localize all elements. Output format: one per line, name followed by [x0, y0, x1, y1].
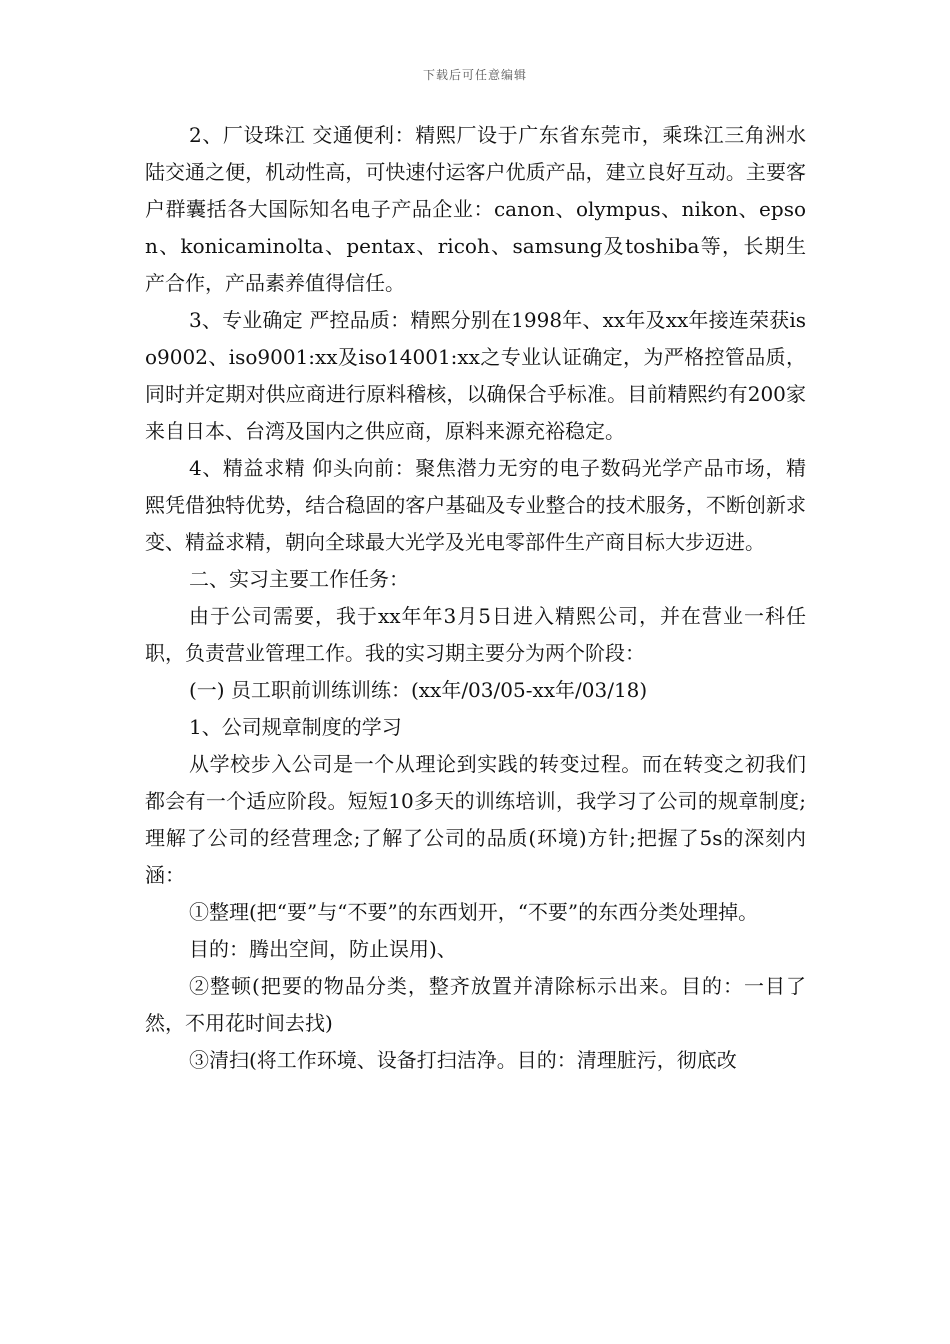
document-body: [145, 117, 806, 1079]
section-heading-internship-tasks: 二、实习主要工作任务：: [189, 567, 409, 591]
list-item-sort-purpose: 目的：腾出空间，防止误用)、: [189, 937, 457, 961]
paragraph-quality-certification: 3、专业确定 严控品质：精熙分别在1998年、xx年及xx年接连荣获iso9002、iso9001:xx及iso14001:xx之专业认证确定，为严格控管品质，同时并定期对供应商进行原料稽核，以确保合乎标准。目前精熙约有200家来自日本、台湾及国内之供应商，原料来源充裕稳定。: [145, 308, 806, 443]
paragraph-striving-forward: 4、精益求精 仰头向前：聚焦潜力无穷的电子数码光学产品市场，精熙凭借独特优势，结合稳固的客户基础及专业整合的技术服务，不断创新求变、精益求精，朝向全球最大光学及光电零部件生产商目标大步迈进。: [145, 456, 806, 554]
subheading-company-rules: 1、公司规章制度的学习: [189, 715, 402, 739]
page-header-note: 下载后可任意编辑: [422, 68, 527, 82]
list-item-sort: ①整理(把“要”与“不要”的东西划开，“不要”的东西分类处理掉。: [189, 900, 759, 924]
paragraph-internship-intro: 由于公司需要，我于xx年年3月5日进入精熙公司，并在营业一科任职，负责营业管理工作。我的实习期主要分为两个阶段：: [145, 604, 806, 665]
paragraph-rules-study: 从学校步入公司是一个从理论到实践的转变过程。而在转变之初我们都会有一个适应阶段。短短10多天的训练培训，我学习了公司的规章制度;理解了公司的经营理念;了解了公司的品质(环境)方针;把握了5s的深刻内涵：: [145, 752, 806, 887]
list-item-shine: ③清扫(将工作环境、设备打扫洁净。目的：清理脏污，彻底改: [189, 1048, 737, 1072]
paragraph-factory-location: 2、厂设珠江 交通便利：精熙厂设于广东省东莞市，乘珠江三角洲水陆交通之便，机动性高，可快速付运客户优质产品，建立良好互动。主要客户群囊括各大国际知名电子产品企业：canon、olympus、nikon、epson、konicaminolta、pentax、ricoh、samsung及toshiba等，长期生产合作，产品素养值得信任。: [145, 123, 806, 295]
list-item-set-in-order: ②整顿(把要的物品分类，整齐放置并清除标示出来。目的：一目了然，不用花时间去找): [145, 974, 806, 1035]
subheading-pre-job-training: (一) 员工职前训练训练：(xx年/03/05-xx年/03/18): [189, 678, 648, 702]
